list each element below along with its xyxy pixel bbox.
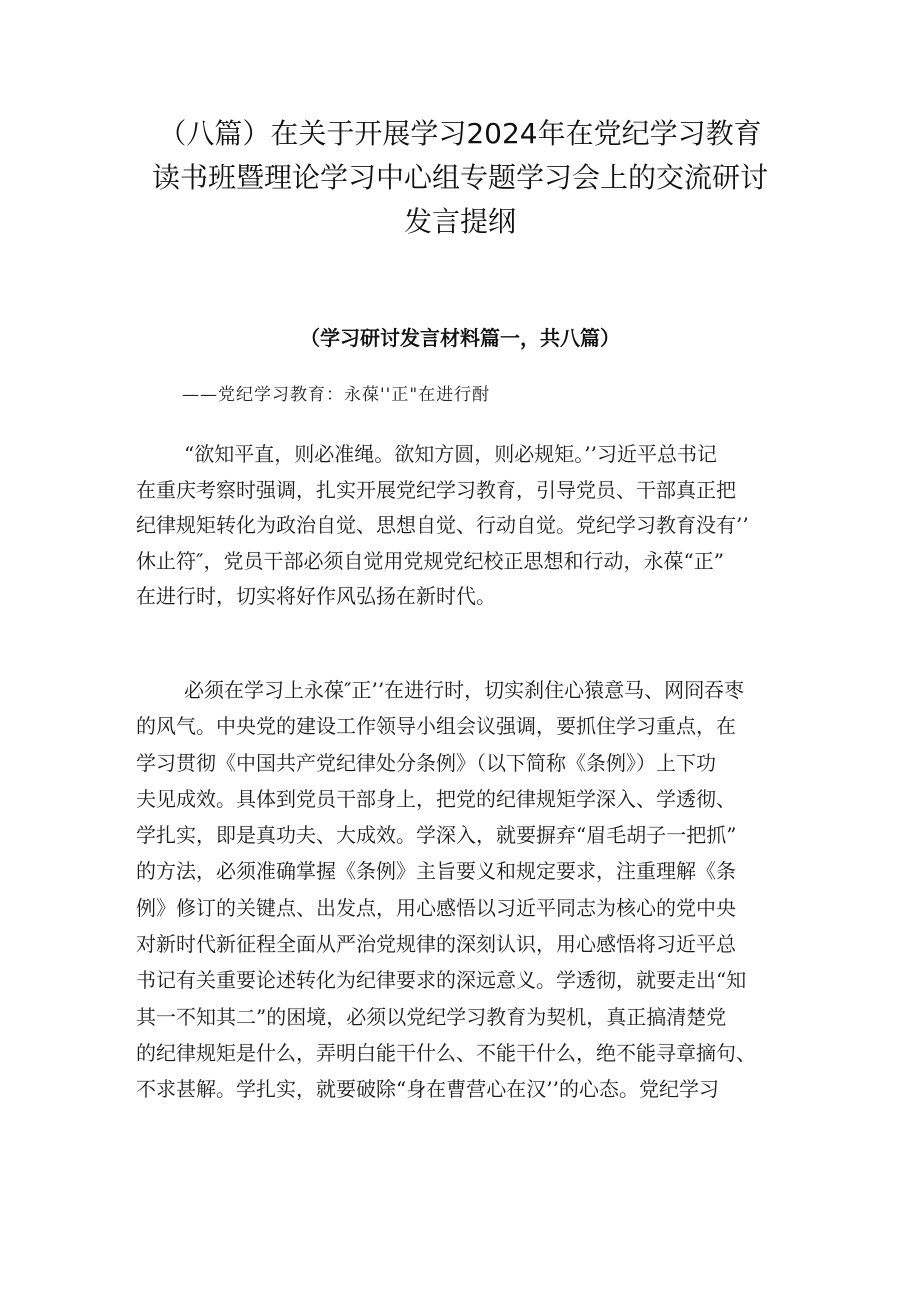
paragraph-line: 的纪律规矩是什么，弄明白能干什么、不能干什么，绝不能寻章摘句、	[136, 1040, 756, 1065]
paragraph-line: 纪律规矩转化为政治自觉、思想自觉、行动自觉。党纪学习教育没有’’	[136, 513, 749, 537]
document-tagline: ——党纪学习教育：永葆''正"在进行酎	[182, 385, 491, 405]
title-line: 发言提纲	[403, 205, 516, 238]
paragraph-line: 在重庆考察时强调，扎实开展党纪学习教育，引导党员、干部真正把	[136, 477, 736, 502]
paragraph-line: 休止符″，党员干部必须自觉用党规党纪校正思想和行动，永葆“正”	[136, 548, 724, 573]
paragraph-line: 例》修订的关键点、出发点，用心感悟以习近平同志为核心的党中央	[136, 895, 736, 920]
paragraph-line: 学习贯彻《中国共产党纪律处分条例》（以下简称《条例》）上下功	[136, 750, 716, 775]
document-title	[120, 112, 800, 244]
title-line: （八篇）在关于开展学习2024年在党纪学习教育	[158, 117, 762, 150]
paragraph-line: 的风气。中央党的建设工作领导小组会议强调，要抓住学习重点，在	[136, 714, 736, 739]
paragraph-line: 在进行时，切实将好作风弘扬在新时代。	[136, 584, 496, 608]
paragraph-line: 对新时代新征程全面从严治党规律的深刻认识，用心感悟将习近平总	[136, 932, 736, 957]
paragraph-line: 的方法，必须准确掌握《条例》主旨要义和规定要求，注重理解《条	[136, 859, 736, 884]
body-paragraph-2	[136, 672, 796, 1108]
paragraph-line: 不求甚解。学扎实，就要破除“身在曹营心在汉’’的心态。党纪学习	[136, 1077, 719, 1102]
paragraph-line: 书记有关重要论述转化为纪律要求的深远意义。学透彻，就要走出“知	[136, 968, 747, 993]
paragraph-line: 学扎实，即是真功夫、大成效。学深入，就要摒弃“眉毛胡子一把抓”	[136, 823, 737, 848]
title-line: 读书班暨理论学习中心组专题学习会上的交流研讨	[151, 161, 768, 194]
body-paragraph-1	[136, 437, 796, 615]
document-subtitle: （学习研讨发言材料篇一，共八篇）	[300, 326, 620, 350]
paragraph-line: 其一不知其二”的困境，必须以党纪学习教育为契机，真正搞清楚党	[136, 1004, 727, 1029]
paragraph-line: “欲知平直，则必准绳。欲知方圆，则必规矩。’’习近平总书记	[184, 442, 717, 466]
paragraph-line: 夫见成效。具体到党员干部身上，把党的纪律规矩学深入、学透彻、	[136, 786, 736, 811]
paragraph-line: 必须在学习上永葆″正’’在进行时，切实刹住心猿意马、网冏吞枣	[184, 678, 745, 702]
